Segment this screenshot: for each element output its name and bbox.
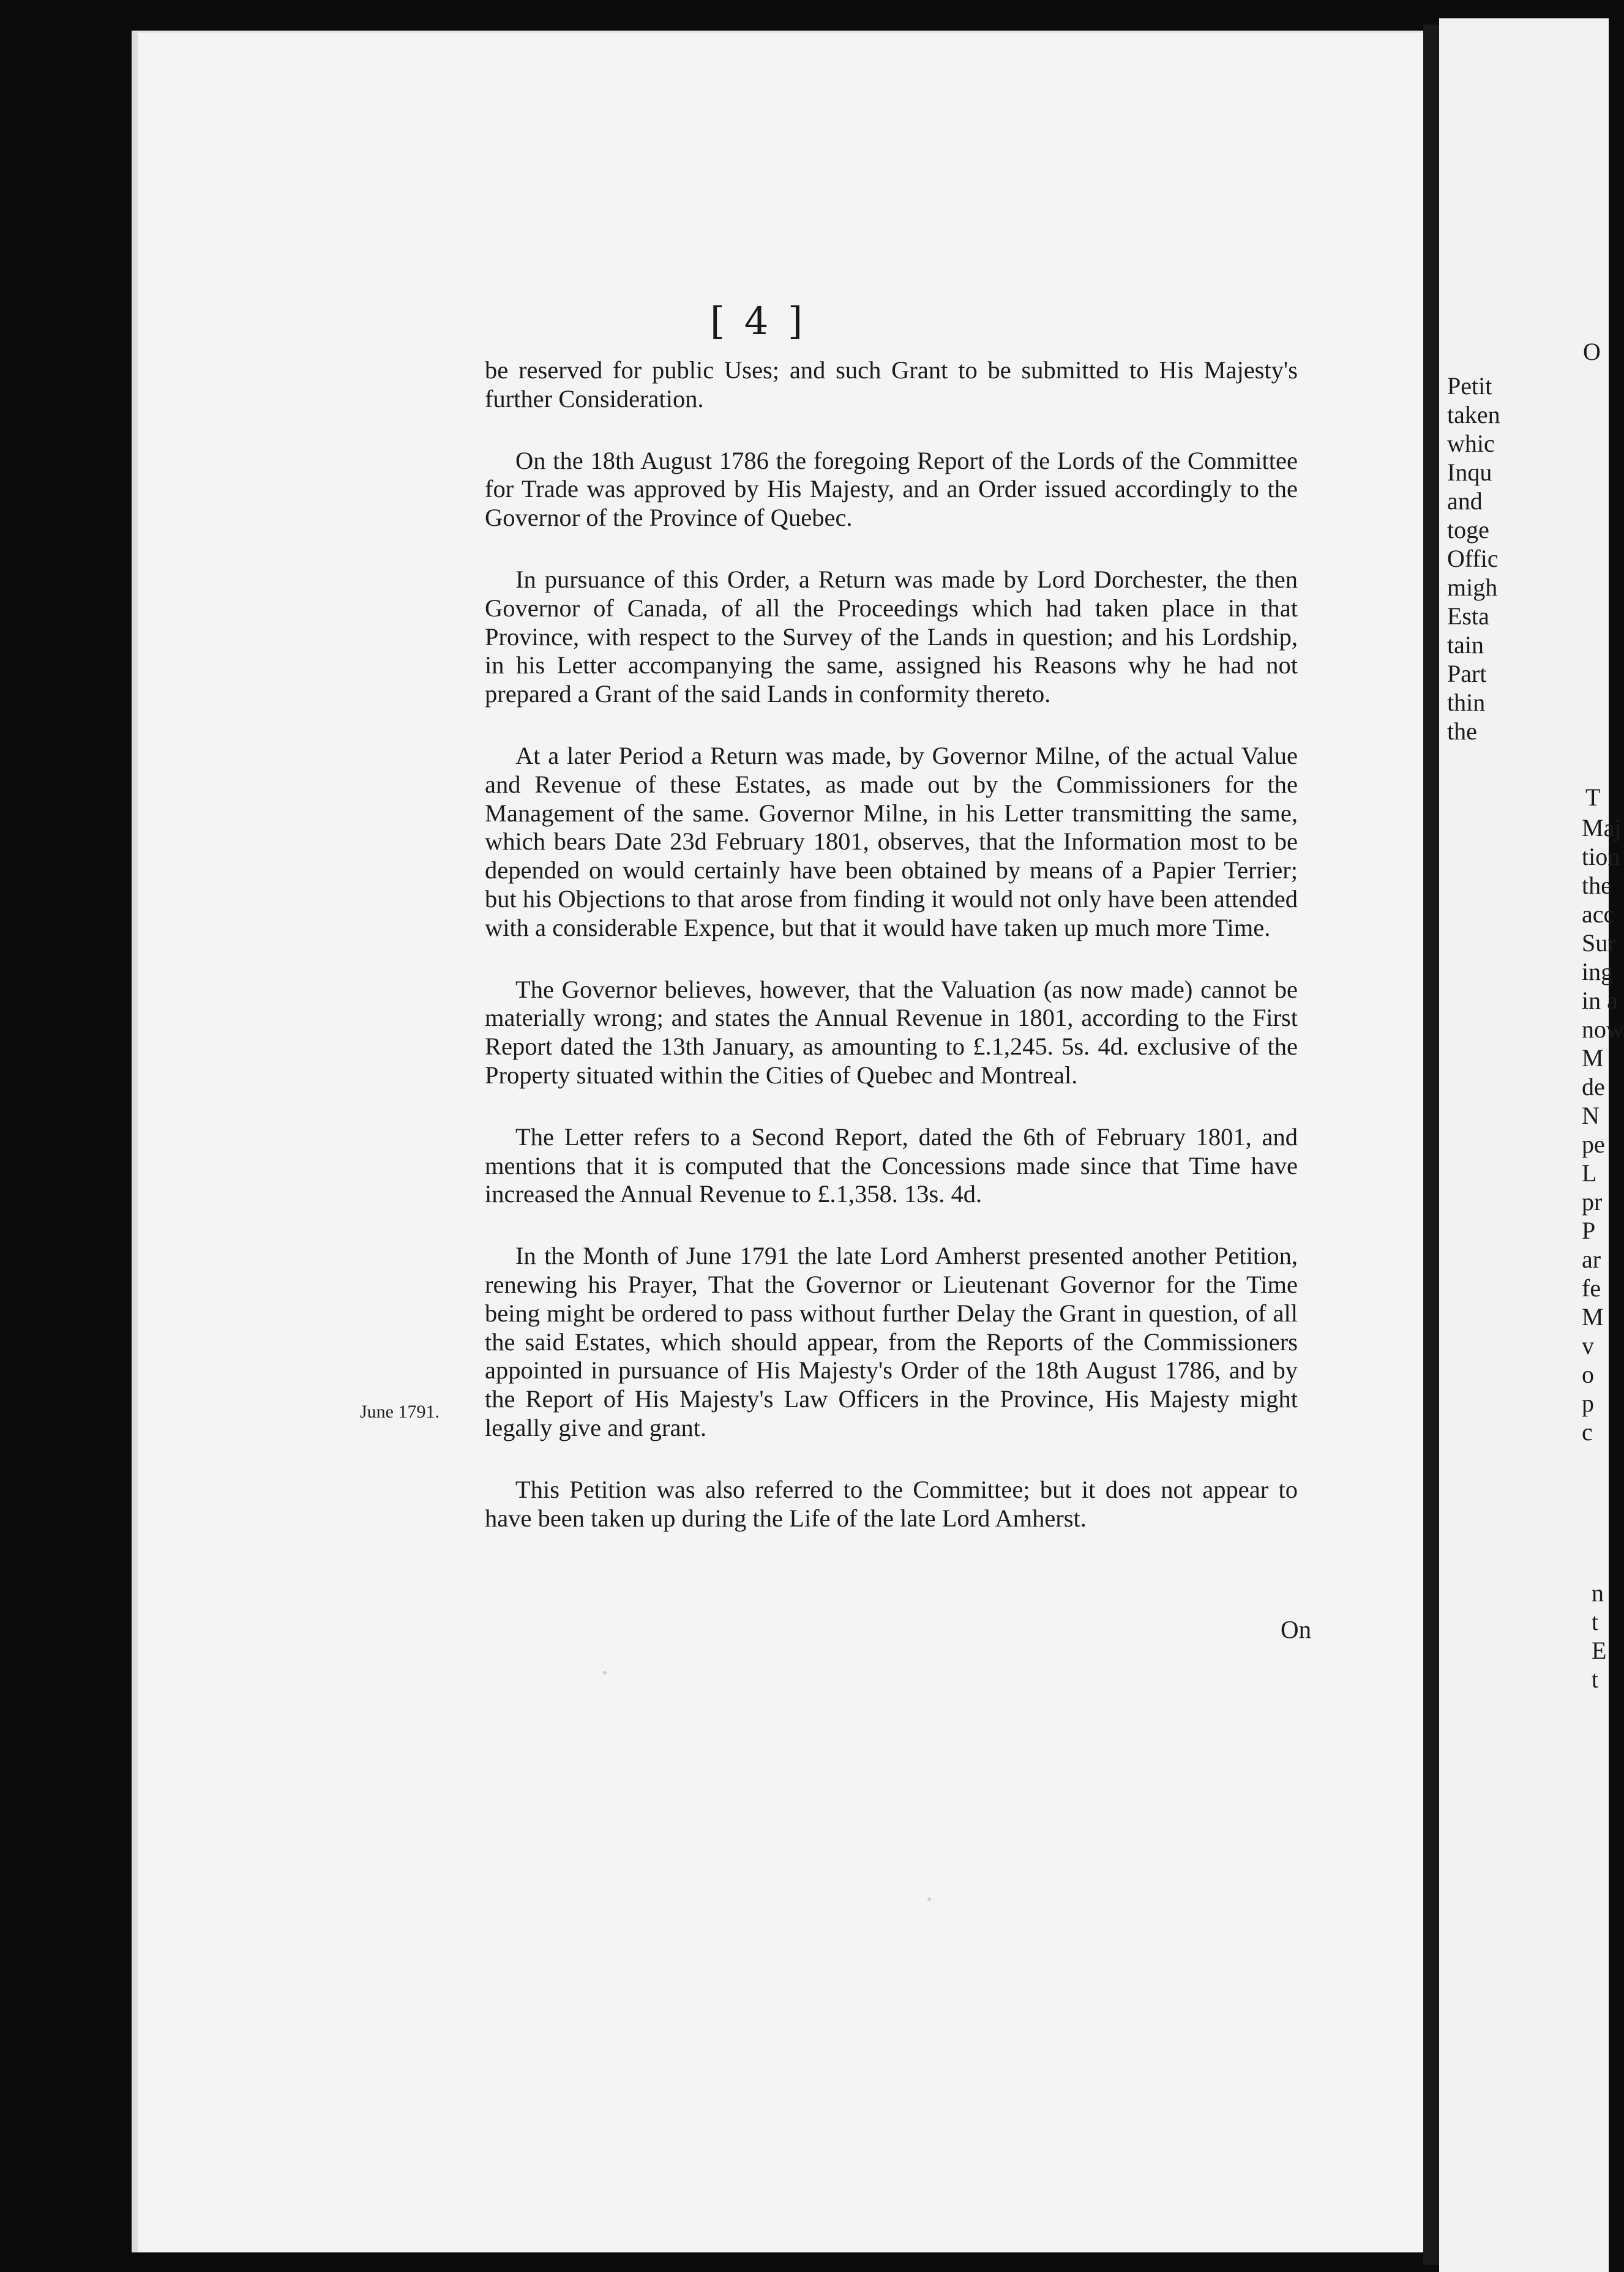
- next-page-fragment: and: [1447, 487, 1483, 515]
- paragraph: The Letter refers to a Second Report, dated the 6th of February 1801, and mentions that it is computed that the Concessions made since that Time have increased the Annual Revenue to £.1,358. 13s. 4d.: [485, 1123, 1298, 1208]
- next-page-fragment: taken: [1447, 401, 1500, 428]
- next-page-fragment: de: [1582, 1073, 1605, 1100]
- page-number: [ 4 ]: [710, 299, 807, 343]
- next-page-fragment: Offic: [1447, 545, 1499, 572]
- next-page-fragment: toge: [1447, 516, 1489, 544]
- paragraph: The Governor believes, however, that the Valuation (as now made) cannot be materially wrong; and states the Annual Revenue in 1801, according to the First Report dated the 13th January, as amounting to £.1,245. 5s. 4d. exclusive of the Property situated within the Cities of Quebec and Montreal.: [485, 975, 1298, 1089]
- scan-speck: [927, 1897, 931, 1901]
- next-page-fragment: acc: [1582, 900, 1615, 928]
- next-page-fragment: in a: [1582, 987, 1618, 1014]
- margin-note: June 1791.: [360, 1402, 440, 1422]
- next-page-fragment: v: [1582, 1332, 1594, 1359]
- next-page-fragment: o: [1582, 1361, 1594, 1388]
- next-page-fragment: E: [1592, 1637, 1607, 1664]
- paragraph: This Petition was also referred to the Committee; but it does not appear to have been taken up during the Life of the late Lord Amherst.: [485, 1475, 1298, 1532]
- next-page-fragment: N: [1582, 1102, 1600, 1129]
- next-page-fragment: ing: [1582, 958, 1614, 985]
- paragraph: At a later Period a Return was made, by Governor Milne, of the actual Value and Revenue of these Estates, as made out by the Commissioners for the Management of the same. Governor Milne, in his Letter transmitting the same, which bears Date 23d February 1801, observes, that the Information most to be depended on would certainly have been obtained by means of a Papier Terrier; but his Objections to that arose from finding it would not only have been attended with a considerable Expence, but that it would have taken up much more Time.: [485, 741, 1298, 941]
- paragraph: In pursuance of this Order, a Return was made by Lord Dorchester, the then Governor of Canada, of all the Proceedings which had taken place in that Province, with respect to the Survey of the Lands in question; and his Lordship, in his Letter accompanying the same, assigned his Reasons why he had not prepared a Grant of the said Lands in conformity thereto.: [485, 565, 1298, 708]
- next-page-fragment: tain: [1447, 631, 1484, 659]
- paragraph: In the Month of June 1791 the late Lord Amherst presented another Petition, renewing his Prayer, That the Governor or Lieutenant Governor for the Time being might be ordered to pass without further Delay the Grant in question, of all the said Estates, which should appear, from the Reports of the Commissioners appointed in pursuance of His Majesty's Order of the 18th August 1786, and by the Report of His Majesty's Law Officers in the Province, His Majesty might legally give and grant.: [485, 1242, 1298, 1441]
- next-page-fragment: n: [1592, 1579, 1604, 1607]
- scan-speck: [603, 1671, 607, 1675]
- next-page-fragment: Part: [1447, 660, 1487, 687]
- catchword: On: [1281, 1615, 1312, 1643]
- next-page-fragment: Petit: [1447, 372, 1492, 400]
- next-page-fragment: t: [1592, 1608, 1599, 1635]
- next-page-fragment: the: [1447, 717, 1477, 745]
- next-page-fragment: tion: [1582, 843, 1620, 870]
- next-page-fragment: O: [1583, 338, 1601, 365]
- next-page-fragment: whic: [1447, 430, 1495, 457]
- next-page-fragment: T: [1585, 783, 1601, 811]
- page-gutter: [1423, 24, 1439, 2265]
- next-page-fragment: M: [1582, 1303, 1604, 1331]
- next-page-fragment: migh: [1447, 574, 1498, 601]
- paragraph: be reserved for public Uses; and such Grant to be submitted to His Majesty's further Consideration.: [485, 356, 1298, 413]
- next-page-fragment: fe: [1582, 1274, 1601, 1302]
- next-page-fragment: c: [1582, 1418, 1593, 1446]
- next-page-fragment: L: [1582, 1159, 1597, 1187]
- next-page-fragment: t: [1592, 1665, 1599, 1693]
- next-page-fragment: Sur: [1582, 929, 1616, 957]
- next-page-fragment: p: [1582, 1389, 1594, 1417]
- next-page-fragment: pr: [1582, 1188, 1603, 1216]
- next-page-fragment: now: [1582, 1015, 1624, 1043]
- body-text: [485, 356, 1298, 1566]
- next-page-fragment: Esta: [1447, 602, 1489, 630]
- next-page-fragment: pe: [1582, 1130, 1605, 1158]
- next-page-fragment: ar: [1582, 1246, 1601, 1273]
- paragraph: On the 18th August 1786 the foregoing Report of the Lords of the Committee for Trade was approved by His Majesty, and an Order issued accordingly to the Governor of the Province of Quebec.: [485, 446, 1298, 532]
- next-page-fragment: M: [1582, 1044, 1604, 1072]
- next-page-fragment: P: [1582, 1217, 1596, 1244]
- next-page-fragment: Inqu: [1447, 458, 1492, 486]
- next-page-fragment: thin: [1447, 689, 1486, 716]
- next-page-fragment: the: [1582, 872, 1612, 899]
- next-page-fragment: Maj: [1582, 814, 1622, 842]
